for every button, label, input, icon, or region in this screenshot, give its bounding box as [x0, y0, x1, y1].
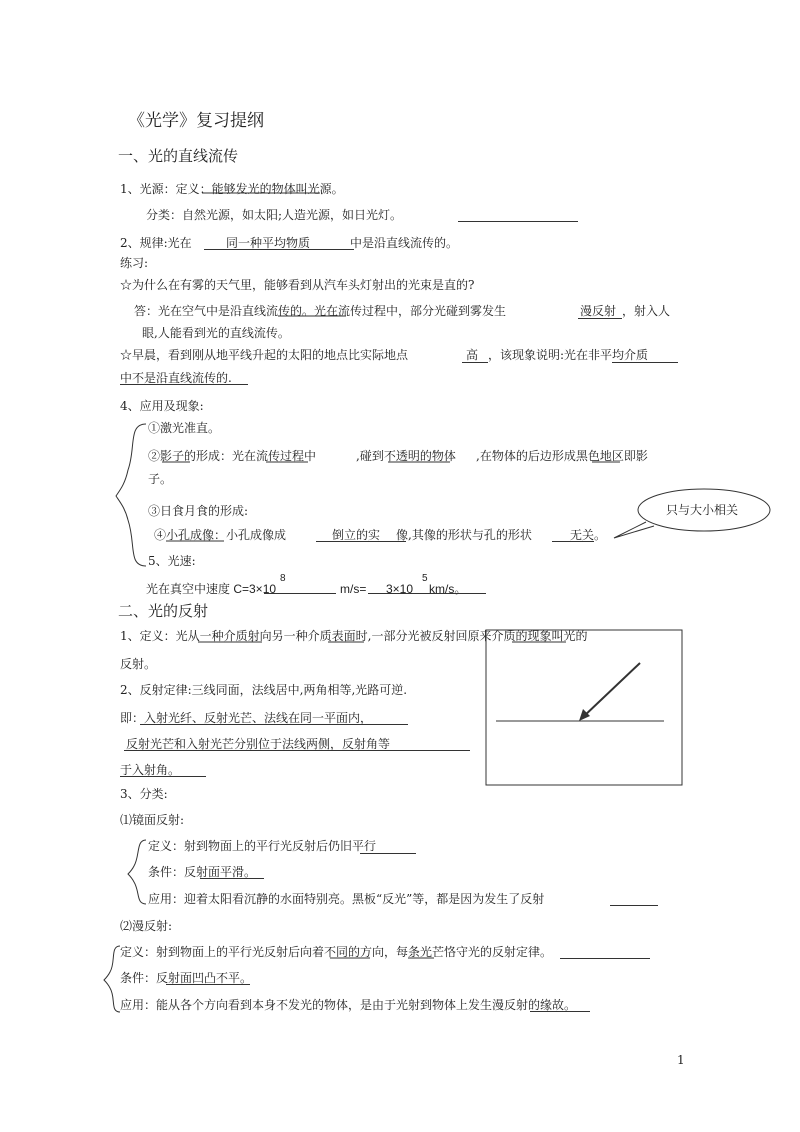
question-2-fill: 高 [466, 348, 479, 362]
question-2-line2: 中不是沿直线流传的. [120, 371, 232, 385]
curly-brace [116, 424, 146, 566]
text-rule-suffix: 中是沿直线流传的。 [350, 236, 459, 250]
callout-bubble-tail [614, 522, 654, 538]
page-number: 1 [677, 1053, 685, 1067]
reflection-law-detail-3: 于入射角。 [120, 763, 181, 777]
answer-1-line2: 眼,人能看到光的直线流传。 [142, 326, 290, 340]
answer-1-prefix: 答：光在空气中是沿直线流传的。光在流传过程中，部分光碰到雾发生 [134, 304, 507, 318]
speed-mid: 3×10 [386, 582, 414, 596]
text-rule-fill: 同一种平均物质 [226, 236, 311, 250]
reflection-law-detail-1: 即：入射光纤、反射光芒、法线在同一平面内， [120, 711, 373, 725]
curly-brace [128, 840, 146, 904]
mirror-reflection-heading: ⑴镜面反射: [120, 813, 185, 827]
curly-brace [104, 946, 120, 1012]
answer-1-fill: 漫反射 [580, 304, 617, 318]
section-heading-1: 一、光的直线流传 [118, 147, 239, 165]
diffuse-reflection-application: 应用：能从各个方向看到本身不发光的物体，是由于光射到物体上发生漫反射的缘故。 [120, 998, 577, 1012]
question-2-suffix: ，该现象说明:光在非平均介质 [488, 348, 649, 362]
text-source-classification: 分类：自然光源，如太阳;人造光源，如日光灯。 [146, 208, 403, 222]
question-2-prefix: ☆早晨，看到刚从地平线升起的太阳的地点比实际地点 [120, 348, 409, 362]
reflection-diagram-frame [486, 630, 682, 785]
callout-bubble-text: 只与大小相关 [666, 503, 739, 517]
speed-exponent-2: 5 [422, 573, 428, 584]
mirror-reflection-condition: 条件：反射面平滑。 [148, 865, 257, 879]
reflection-law: 2、反射定律:三线同面，法线居中,两角相等,光路可逆. [120, 683, 408, 697]
application-4-fill-2: 无关 [570, 528, 595, 542]
application-2-mid: ,碰到不透明的物体 [356, 449, 456, 463]
application-1: ①激光准直。 [148, 421, 221, 435]
speed-prefix: 光在真空中速度 C=3×10 [146, 582, 277, 596]
speed-unit-1: m/s= [340, 582, 367, 596]
text-source-definition: 1、光源：定义：能够发光的物体叫光源。 [120, 182, 344, 196]
text-rule-prefix: 2、规律:光在 [120, 236, 192, 250]
practice-label: 练习: [120, 256, 149, 270]
diffuse-reflection-condition: 条件：反射面凹凸不平。 [120, 971, 253, 985]
page-title: 《光学》复习提纲 [128, 111, 264, 131]
application-4-end: 。 [594, 528, 607, 542]
application-2-suffix: ,在物体的后边形成黑色地区即影 [476, 449, 648, 463]
speed-unit-2: km/s。 [429, 582, 467, 596]
callout-bubble [638, 489, 770, 531]
application-2-line2: 子。 [148, 472, 173, 486]
application-3: ③日食月食的形成: [148, 504, 249, 518]
classification-heading: 3、分类: [120, 787, 168, 801]
answer-1-suffix: ，射入人 [622, 304, 671, 318]
speed-exponent-1: 8 [280, 573, 286, 584]
reflection-definition-line2: 反射。 [120, 657, 157, 671]
incident-ray [582, 663, 640, 718]
diffuse-reflection-definition: 定义：射到物面上的平行光反射后向着不同的方向，每条光芒恪守光的反射定律。 [120, 945, 553, 959]
reflection-law-detail-2: 反射光芒和入射光芒分别位于法线两侧，反射角等 [126, 737, 391, 751]
application-heading: 4、应用及现象: [120, 399, 204, 413]
diffuse-reflection-heading: ⑵漫反射: [120, 919, 173, 933]
application-4-prefix: ④小孔成像：小孔成像成 [154, 528, 287, 542]
application-4-mid: 像,其像的形状与孔的形状 [396, 528, 532, 542]
mirror-reflection-application: 应用：迎着太阳看沉静的水面特别亮。黑板“反光”等，都是因为发生了反射 [148, 892, 545, 906]
mirror-reflection-definition: 定义：射到物面上的平行光反射后仍旧平行 [148, 839, 377, 853]
question-1: ☆为什么在有雾的天气里，能够看到从汽车头灯射出的光束是直的? [120, 278, 475, 292]
application-2-prefix: ②影子的形成：光在流传过程中 [148, 449, 317, 463]
speed-label: 5、光速: [148, 554, 196, 568]
reflection-definition: 1、定义：光从一种介质射向另一种介质表面时,一部分光被反射回原来介质的现象叫光的 [120, 629, 588, 643]
application-4-fill: 倒立的实 [332, 528, 381, 542]
section-heading-2: 二、光的反射 [118, 602, 209, 620]
